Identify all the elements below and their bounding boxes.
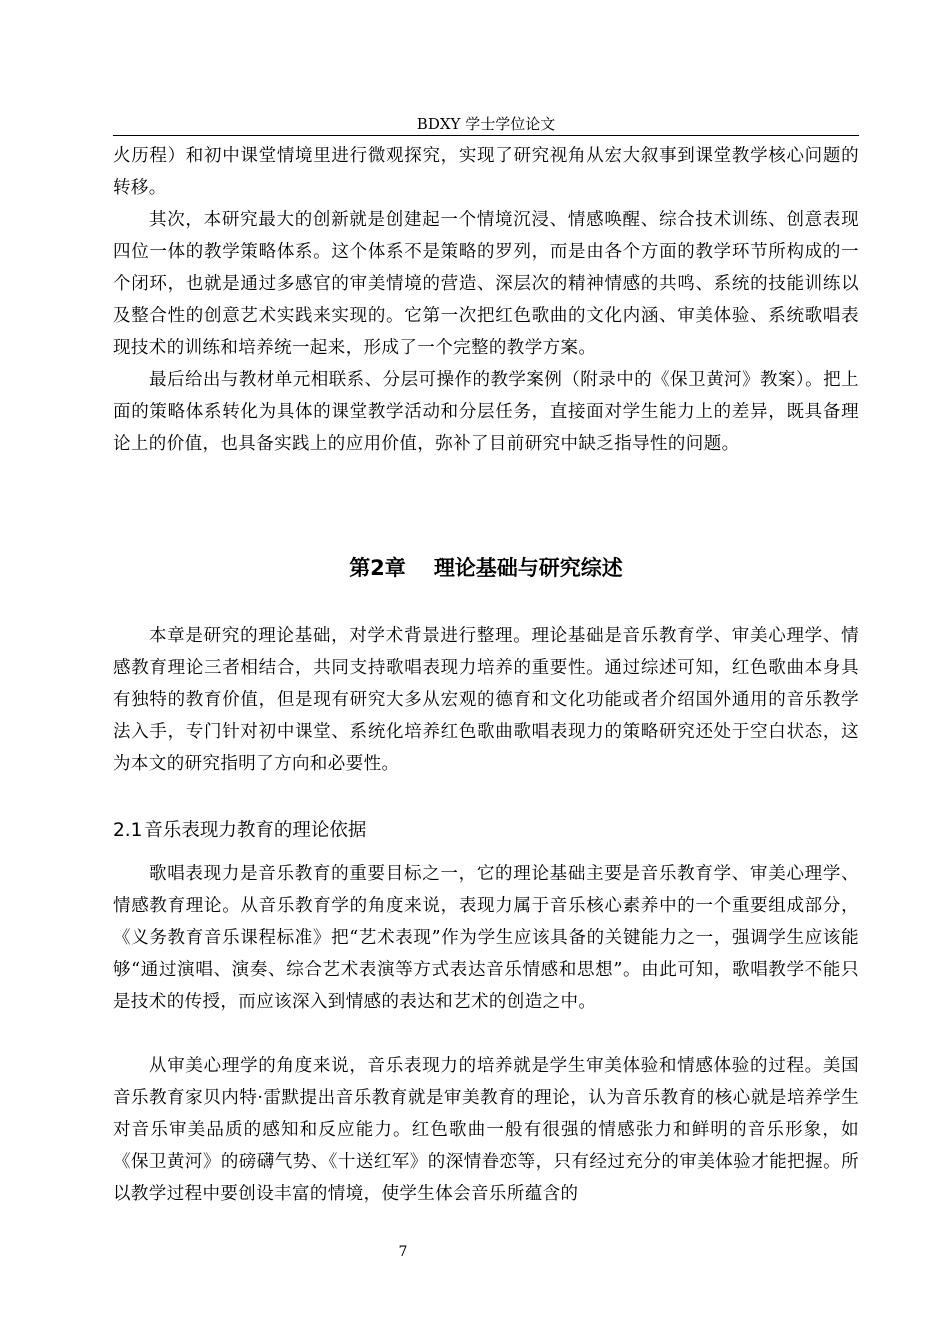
paragraph-case: 最后给出与教材单元相联系、分层可操作的教学案例（附录中的《保卫黄河》教案）。把上面的策略体系转化为具体的课堂教学活动和分层任务，直接面对学生能力上的差异，既具备理论上的价值，也具备实践上的应用价值，弥补了目前研究中缺乏指导性的问题。 (113, 370, 859, 454)
paragraph-innovation: 其次，本研究最大的创新就是创建起一个情境沉浸、情感唤醒、综合技术训练、创意表现四位一体的教学策略体系。这个体系不是策略的罗列，而是由各个方面的教学环节所构成的一个闭环，也就是通过多感官的审美情境的营造、深层次的精神情感的共鸣、系统的技能训练以及整合性的创意艺术实践来实现的。它第一次把红色歌曲的文化内涵、审美体验、系统歌唱表现技术的训练和培养统一起来，形成了一个完整的教学方案。 (113, 210, 859, 358)
paragraph-continuation: 火历程）和初中课堂情境里进行微观探究，实现了研究视角从宏大叙事到课堂教学核心问题的转移。 (113, 146, 859, 198)
page-header: BDXY 学士学位论文 (416, 115, 556, 133)
section-heading (113, 816, 366, 846)
page-number: 7 (398, 1244, 408, 1260)
header-rule (113, 135, 859, 136)
section-paragraph-2: 从审美心理学的角度来说，音乐表现力的培养就是学生审美体验和情感体验的过程。美国音乐教育家贝内特·雷默提出音乐教育就是审美教育的理论，认为音乐教育的核心就是培养学生对音乐审美品质的感知和反应能力。红色歌曲一般有很强的情感张力和鲜明的音乐形象，如《保卫黄河》的磅礴气势、《十送红军》的深情眷恋等，只有经过充分的审美体验才能把握。所以教学过程中要创设丰富的情境，使学生体会音乐所蕴含的 (113, 1056, 859, 1204)
chapter-heading (113, 552, 859, 584)
chapter-number: 第2章 (349, 556, 406, 580)
chapter-title: 理论基础与研究综述 (433, 556, 623, 580)
section-paragraph-1: 歌唱表现力是音乐教育的重要目标之一，它的理论基础主要是音乐教育学、审美心理学、情感教育理论。从音乐教育学的角度来说，表现力属于音乐核心素养中的一个重要组成部分，《义务教育音乐课程标准》把“艺术表现”作为学生应该具备的关键能力之一，强调学生应该能够“通过演唱、演奏、综合艺术表演等方式表达音乐情感和思想”。由此可知，歌唱教学不能只是技术的传授，而应该深入到情感的表达和艺术的创造之中。 (113, 864, 859, 1012)
section-number: 2.1 (113, 820, 143, 841)
section-title: 音乐表现力教育的理论依据 (144, 820, 367, 841)
chapter-intro-paragraph: 本章是研究的理论基础，对学术背景进行整理。理论基础是音乐教育学、审美心理学、情感教育理论三者相结合，共同支持歌唱表现力培养的重要性。通过综述可知，红色歌曲本身具有独特的教育价值，但是现有研究大多从宏观的德育和文化功能或者介绍国外通用的音乐教学法入手，专门针对初中课堂、系统化培养红色歌曲歌唱表现力的策略研究还处于空白状态，这为本文的研究指明了方向和必要性。 (113, 626, 859, 774)
